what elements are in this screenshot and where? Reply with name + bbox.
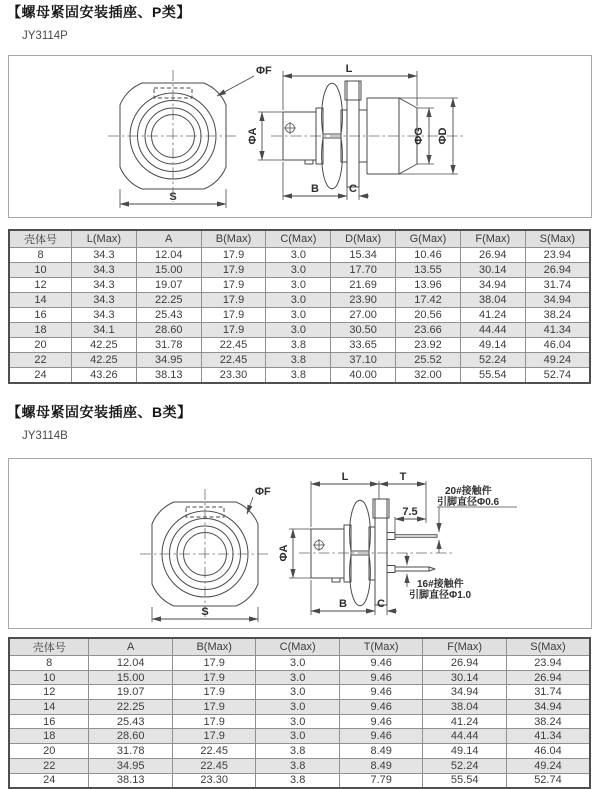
table-cell: 3.0 (266, 323, 331, 338)
table-cell: 8 (9, 656, 89, 671)
technical-drawing-p (9, 56, 591, 217)
table-row (9, 685, 590, 700)
table-cell: 22.45 (201, 338, 266, 353)
table-row (9, 278, 590, 293)
table-row (9, 729, 590, 744)
table-cell: 34.94 (460, 278, 525, 293)
table-cell: 30.14 (423, 670, 507, 685)
table-cell: 3.0 (256, 700, 340, 715)
table-cell: 14 (9, 293, 72, 308)
dim-label-7-5: 7.5 (402, 506, 418, 518)
column-header: T(Max) (339, 638, 423, 656)
table-cell: 3.0 (266, 248, 331, 263)
table-cell: 20 (9, 744, 89, 759)
table-cell: 3.8 (266, 338, 331, 353)
table-row (9, 714, 590, 729)
table-cell: 41.24 (460, 308, 525, 323)
table-cell: 3.8 (266, 368, 331, 383)
contact-annotation-16 (407, 553, 472, 601)
table-cell: 3.0 (266, 308, 331, 323)
dim-label-t: T (399, 471, 407, 483)
front-view (140, 486, 271, 622)
contact-pin-20 (387, 533, 437, 540)
table-cell: 43.26 (72, 368, 137, 383)
section-title: 【螺母紧固安装插座、P类】 (7, 4, 191, 20)
dim-label-s: S (169, 191, 177, 203)
table-cell: 23.30 (201, 368, 266, 383)
table-cell: 34.94 (525, 293, 590, 308)
contact-annotation-20 (437, 484, 517, 553)
table-row (9, 758, 590, 773)
table-cell: 8.49 (339, 744, 423, 759)
table-cell: 34.94 (423, 685, 507, 700)
table-cell: 31.74 (506, 685, 590, 700)
table-cell: 22 (9, 758, 89, 773)
table-cell: 17.9 (172, 656, 256, 671)
table-cell: 9.46 (339, 685, 423, 700)
table-cell: 23.66 (396, 323, 461, 338)
table-cell: 12.04 (136, 248, 201, 263)
table-cell: 32.00 (396, 368, 461, 383)
table-cell: 15.34 (331, 248, 396, 263)
table-cell: 17.9 (172, 729, 256, 744)
table-cell: 42.25 (72, 353, 137, 368)
model-number: JY3114B (22, 430, 68, 442)
table-cell: 41.24 (423, 714, 507, 729)
dim-label-c: C (349, 183, 357, 195)
table-cell: 31.74 (525, 278, 590, 293)
table-cell: 17.9 (201, 278, 266, 293)
table-cell: 41.34 (506, 729, 590, 744)
table-cell: 17.42 (396, 293, 461, 308)
header-row (9, 230, 590, 248)
table-cell: 55.54 (423, 773, 507, 788)
table-cell: 49.14 (423, 744, 507, 759)
svg-text:引脚直径Φ1.0: 引脚直径Φ1.0 (409, 590, 472, 601)
table-cell: 34.3 (72, 248, 137, 263)
table-cell: 20 (9, 338, 72, 353)
table-cell: 26.94 (423, 656, 507, 671)
column-header: D(Max) (331, 230, 396, 248)
table-cell: 52.24 (423, 758, 507, 773)
dim-label-phi-g: ΦG (413, 127, 425, 145)
table-cell: 3.0 (256, 714, 340, 729)
table-cell: 10 (9, 263, 72, 278)
table-cell: 26.94 (460, 248, 525, 263)
table-cell: 17.9 (172, 700, 256, 715)
column-header: A (136, 230, 201, 248)
dim-label-c: C (377, 598, 385, 610)
table-cell: 34.3 (72, 308, 137, 323)
column-header: S(Max) (525, 230, 590, 248)
table-cell: 31.78 (89, 744, 173, 759)
svg-text:20#接触件: 20#接触件 (445, 486, 492, 497)
table-cell: 3.0 (266, 263, 331, 278)
table-cell: 34.95 (89, 758, 173, 773)
table-cell: 28.60 (89, 729, 173, 744)
table-cell: 10.46 (396, 248, 461, 263)
table-cell: 34.3 (72, 293, 137, 308)
table-cell: 16 (9, 714, 89, 729)
table-cell: 23.92 (396, 338, 461, 353)
table-cell: 23.30 (172, 773, 256, 788)
table-cell: 3.0 (256, 656, 340, 671)
table-cell: 17.9 (172, 685, 256, 700)
table-row (9, 248, 590, 263)
table-cell: 55.54 (460, 368, 525, 383)
column-header: C(Max) (266, 230, 331, 248)
table-cell: 17.9 (201, 308, 266, 323)
column-header: F(Max) (423, 638, 507, 656)
table-row (9, 744, 590, 759)
table-cell: 52.74 (506, 773, 590, 788)
dim-label-phi-f: ΦF (255, 486, 271, 498)
table-cell: 37.10 (331, 353, 396, 368)
column-header: C(Max) (256, 638, 340, 656)
column-header: 壳体号 (9, 638, 89, 656)
table-cell: 49.14 (460, 338, 525, 353)
table-cell: 9.46 (339, 700, 423, 715)
table-cell: 52.74 (525, 368, 590, 383)
table-cell: 3.0 (256, 729, 340, 744)
table-cell: 28.60 (136, 323, 201, 338)
table-row (9, 323, 590, 338)
dim-label-b: B (339, 598, 347, 610)
table-cell: 12 (9, 685, 89, 700)
table-cell: 17.9 (201, 323, 266, 338)
table-cell: 12 (9, 278, 72, 293)
table-cell: 3.8 (266, 353, 331, 368)
table-row (9, 368, 590, 383)
table-cell: 23.90 (331, 293, 396, 308)
svg-text:16#接触件: 16#接触件 (417, 579, 464, 590)
table-cell: 3.8 (256, 758, 340, 773)
table-row (9, 263, 590, 278)
column-header: B(Max) (201, 230, 266, 248)
svg-text:引脚直径Φ0.6: 引脚直径Φ0.6 (437, 497, 500, 508)
table-cell: 17.9 (172, 714, 256, 729)
table-cell: 42.25 (72, 338, 137, 353)
table-cell: 38.13 (136, 368, 201, 383)
table-cell: 22.25 (89, 700, 173, 715)
table-cell: 17.9 (201, 263, 266, 278)
table-cell: 44.44 (460, 323, 525, 338)
table-cell: 19.07 (136, 278, 201, 293)
table-cell: 19.07 (89, 685, 173, 700)
spec-table-p (8, 229, 591, 384)
table-cell: 3.0 (266, 278, 331, 293)
table-cell: 34.3 (72, 263, 137, 278)
table-cell: 22 (9, 353, 72, 368)
dim-label-s: S (201, 606, 209, 618)
table-cell: 34.3 (72, 278, 137, 293)
table-cell: 38.04 (460, 293, 525, 308)
table-cell: 34.1 (72, 323, 137, 338)
table-cell: 31.78 (136, 338, 201, 353)
table-cell: 23.94 (525, 248, 590, 263)
table-cell: 17.9 (201, 248, 266, 263)
table-row (9, 670, 590, 685)
table-cell: 26.94 (506, 670, 590, 685)
dim-label-l: L (345, 63, 353, 75)
side-view (278, 471, 517, 615)
table-cell: 20.56 (396, 308, 461, 323)
table-cell: 38.04 (423, 700, 507, 715)
table-cell: 26.94 (525, 263, 590, 278)
column-header: S(Max) (506, 638, 590, 656)
drawing-box-p (8, 55, 592, 218)
table-cell: 8 (9, 248, 72, 263)
table-cell: 24 (9, 773, 89, 788)
table-row (9, 308, 590, 323)
table-cell: 40.00 (331, 368, 396, 383)
table-cell: 10 (9, 670, 89, 685)
dim-label-phi-a: ΦA (278, 544, 290, 562)
table-cell: 17.9 (201, 293, 266, 308)
table-row (9, 293, 590, 308)
table-row (9, 338, 590, 353)
table-cell: 34.94 (506, 700, 590, 715)
table-cell: 14 (9, 700, 89, 715)
table-cell: 22.45 (201, 353, 266, 368)
table-cell: 30.50 (331, 323, 396, 338)
table-cell: 23.94 (506, 656, 590, 671)
table-cell: 30.14 (460, 263, 525, 278)
dim-label-phi-d: ΦD (437, 127, 449, 145)
technical-drawing-b (9, 459, 591, 628)
table-cell: 3.0 (266, 293, 331, 308)
table-cell: 13.55 (396, 263, 461, 278)
dim-label-l: L (341, 471, 349, 483)
table-cell: 3.8 (256, 744, 340, 759)
contact-pin-16 (387, 566, 435, 573)
dim-label-b: B (311, 183, 319, 195)
table-cell: 41.34 (525, 323, 590, 338)
table-cell: 44.44 (423, 729, 507, 744)
table-cell: 3.0 (256, 670, 340, 685)
column-header: B(Max) (172, 638, 256, 656)
table-cell: 8.49 (339, 758, 423, 773)
table-cell: 12.04 (89, 656, 173, 671)
table-cell: 52.24 (460, 353, 525, 368)
table-cell: 16 (9, 308, 72, 323)
header-row (9, 638, 590, 656)
table-cell: 25.43 (136, 308, 201, 323)
table-row (9, 353, 590, 368)
table-cell: 13.96 (396, 278, 461, 293)
table-cell: 17.9 (172, 670, 256, 685)
table-cell: 9.46 (339, 670, 423, 685)
table-cell: 7.79 (339, 773, 423, 788)
table-cell: 18 (9, 729, 89, 744)
dim-label-phi-a: ΦA (247, 127, 259, 145)
table-cell: 25.43 (89, 714, 173, 729)
table-cell: 18 (9, 323, 72, 338)
table-cell: 15.00 (136, 263, 201, 278)
section-title: 【螺母紧固安装插座、B类】 (7, 404, 192, 420)
table-cell: 24 (9, 368, 72, 383)
table-cell: 49.24 (506, 758, 590, 773)
table-cell: 9.46 (339, 714, 423, 729)
table-row (9, 773, 590, 788)
drawing-box-b (8, 458, 592, 629)
column-header: 壳体号 (9, 230, 72, 248)
column-header: L(Max) (72, 230, 137, 248)
table-cell: 17.70 (331, 263, 396, 278)
table-cell: 9.46 (339, 729, 423, 744)
spec-table-b (8, 637, 591, 789)
table-cell: 38.24 (525, 308, 590, 323)
table-cell: 21.69 (331, 278, 396, 293)
table-cell: 22.25 (136, 293, 201, 308)
table-cell: 27.00 (331, 308, 396, 323)
column-header: G(Max) (396, 230, 461, 248)
table-cell: 15.00 (89, 670, 173, 685)
column-header: A (89, 638, 173, 656)
table-cell: 46.04 (506, 744, 590, 759)
table-row (9, 700, 590, 715)
table-cell: 3.0 (256, 685, 340, 700)
table-cell: 33.65 (331, 338, 396, 353)
table-cell: 22.45 (172, 758, 256, 773)
side-view (247, 63, 464, 200)
model-number: JY3114P (22, 30, 68, 42)
table-row (9, 656, 590, 671)
table-cell: 46.04 (525, 338, 590, 353)
table-cell: 38.13 (89, 773, 173, 788)
table-cell: 25.52 (396, 353, 461, 368)
table-cell: 34.95 (136, 353, 201, 368)
table-cell: 3.8 (256, 773, 340, 788)
column-header: F(Max) (460, 230, 525, 248)
table-cell: 38.24 (506, 714, 590, 729)
table-cell: 9.46 (339, 656, 423, 671)
dim-label-phi-f: ΦF (256, 65, 272, 77)
table-cell: 22.45 (172, 744, 256, 759)
table-cell: 49.24 (525, 353, 590, 368)
